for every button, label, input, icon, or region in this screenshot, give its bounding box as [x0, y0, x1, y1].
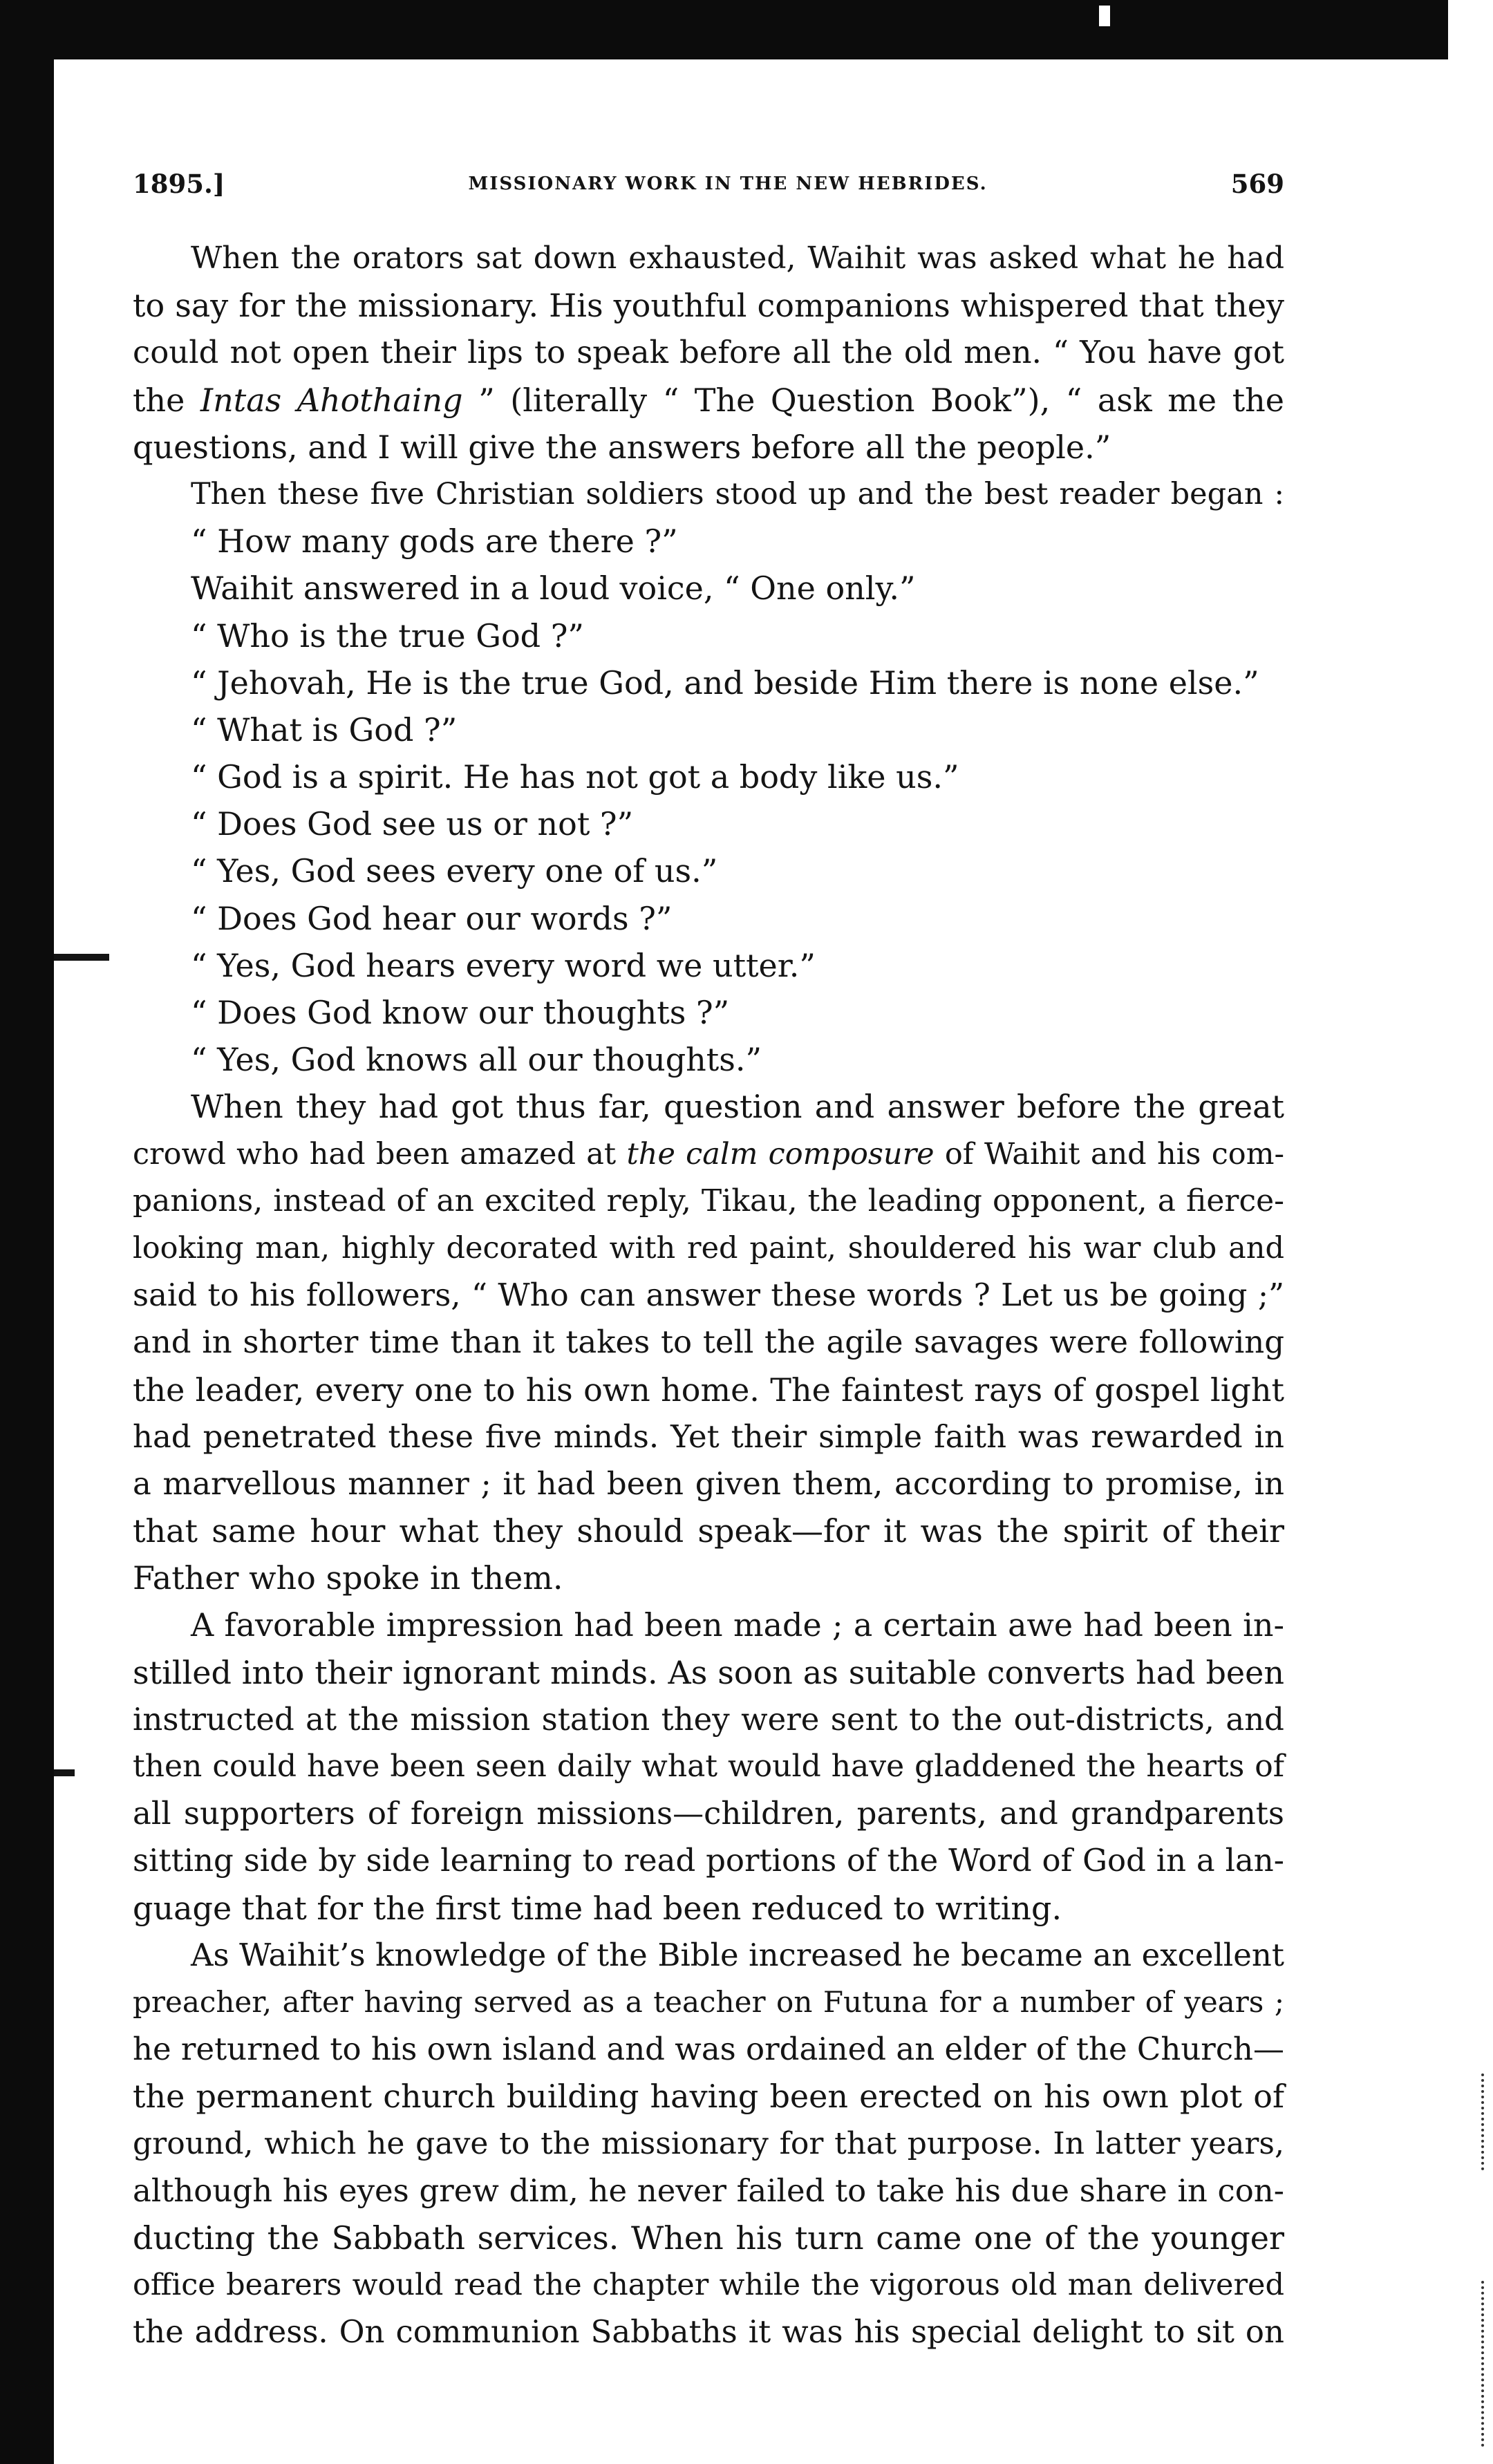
binding-notch — [54, 954, 109, 961]
text-line: A favorable impression had been made ; a certain awe had been in- — [191, 1606, 1284, 1644]
text-line: sitting side by side learning to read portions of the Word of God in a lan- — [133, 1842, 1284, 1879]
text-line: then could have been seen daily what would have gladdened the hearts of — [133, 1749, 1284, 1784]
text-line: the leader, every one to his own home. The faintest rays of gospel light — [133, 1371, 1284, 1409]
text-line: that same hour what they should speak—for it was the spirit of their — [133, 1512, 1284, 1550]
italic-segment: Intas Ahothaing — [200, 381, 463, 419]
text-line: “ Who is the true God ?” — [191, 617, 584, 655]
text-line: Then these five Christian soldiers stood up and the best reader began : — [191, 476, 1284, 511]
text-line: could not open their lips to speak before all the old men. “ You have got — [133, 334, 1284, 371]
text-line: he returned to his own island and was ordained an elder of the Church— — [133, 2031, 1284, 2068]
text-line: “ How many gods are there ?” — [191, 523, 678, 561]
text-line: instructed at the mission station they were sent to the out-districts, and — [133, 1700, 1284, 1738]
text-segment: crowd who had been amazed at — [133, 1136, 617, 1172]
page-number: 569 — [1230, 169, 1284, 199]
text-line: to say for the missionary. His youthful companions whispered that they — [133, 287, 1284, 325]
text-line — [133, 1131, 1284, 1178]
text-line: questions, and I will give the answers before all the people.” — [133, 428, 1111, 466]
text-segment: the — [133, 381, 185, 419]
text-line: As Waihit’s knowledge of the Bible increased he became an excellent — [191, 1936, 1284, 1973]
text-segment: of Waihit and his com- — [944, 1136, 1285, 1172]
scan-speckle — [1481, 2073, 1487, 2170]
binding-notch — [54, 1769, 75, 1776]
text-line: “ What is God ?” — [191, 711, 458, 749]
scan-speckle — [1481, 2281, 1487, 2447]
text-line: panions, instead of an excited reply, Tikau, the leading opponent, a fierce- — [133, 1183, 1284, 1219]
text-line: “ Yes, God knows all our thoughts.” — [191, 1041, 762, 1079]
text-line: Father who spoke in them. — [133, 1559, 563, 1597]
text-line: preacher, after having served as a teacher on Futuna for a number of years ; — [133, 1984, 1284, 2019]
running-head-title: MISSIONARY WORK IN THE NEW HEBRIDES. — [468, 173, 988, 194]
text-line: although his eyes grew dim, he never failed to take his due share in con- — [133, 2172, 1284, 2209]
text-line: “ Jehovah, He is the true God, and beside Him there is none else.” — [191, 664, 1259, 702]
text-line: and in shorter time than it takes to tell the agile savages were following — [133, 1324, 1284, 1361]
scan-top-edge-gap — [1099, 6, 1110, 26]
text-line: “ Does God see us or not ?” — [191, 805, 634, 843]
text-line: the address. On communion Sabbaths it was his special delight to sit on — [133, 2313, 1284, 2351]
italic-segment: the calm composure — [626, 1136, 935, 1172]
text-line: said to his followers, “ Who can answer these words ? Let us be going ;” — [133, 1277, 1284, 1314]
text-line: a marvellous manner ; it had been given them, according to promise, in — [133, 1465, 1284, 1502]
body-text — [133, 235, 1284, 2355]
text-line: had penetrated these five minds. Yet their simple faith was rewarded in — [133, 1418, 1284, 1455]
text-line: When the orators sat down exhausted, Waihit was asked what he had — [191, 241, 1284, 276]
scan-binding-edge — [0, 41, 54, 2464]
text-line: “ Yes, God sees every one of us.” — [191, 852, 718, 890]
scan-top-edge — [0, 0, 1448, 59]
text-line: office bearers would read the chapter while the vigorous old man delivered — [133, 2268, 1284, 2303]
text-line: “ Yes, God hears every word we utter.” — [191, 946, 816, 984]
text-line: guage that for the first time had been reduced to writing. — [133, 1889, 1062, 1927]
text-line: ducting the Sabbath services. When his turn came one of the younger — [133, 2219, 1284, 2257]
text-line: When they had got thus far, question and answer before the great — [191, 1088, 1284, 1126]
text-line: “ Does God hear our words ?” — [191, 899, 673, 937]
text-line: “ God is a spirit. He has not got a body like us.” — [191, 758, 959, 796]
text-line: “ Does God know our thoughts ?” — [191, 994, 730, 1031]
text-line: the permanent church building having been erected on his own plot of — [133, 2078, 1284, 2116]
running-head-year: 1895.] — [133, 169, 225, 199]
text-line: Waihit answered in a loud voice, “ One only.” — [191, 570, 916, 608]
text-line: all supporters of foreign missions—children, parents, and grandparents — [133, 1795, 1284, 1832]
text-line: looking man, highly decorated with red paint, shouldered his war club and — [133, 1230, 1284, 1266]
text-line: ground, which he gave to the missionary for that purpose. In latter years, — [133, 2125, 1284, 2161]
text-line — [133, 377, 1284, 424]
text-segment: ” (literally “ The Question Book”), “ ask me the — [478, 381, 1285, 419]
running-head — [133, 163, 1284, 205]
text-line: stilled into their ignorant minds. As soon as suitable converts had been — [133, 1653, 1284, 1691]
